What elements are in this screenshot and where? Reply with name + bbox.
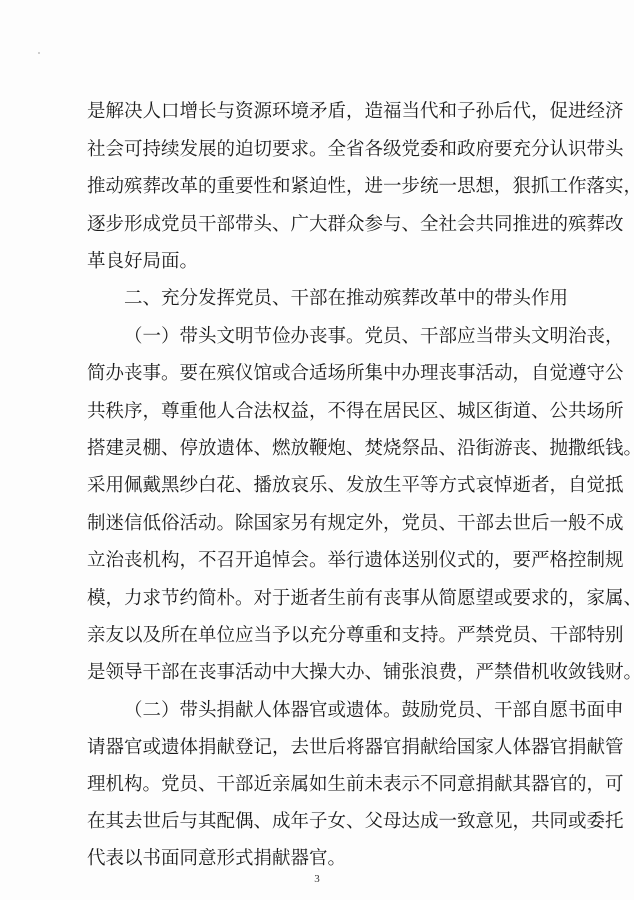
text-line: 请器官或遗体捐献登记，去世后将器官捐献给国家人体器官捐献管 [87,737,624,758]
text-line: 制迷信低俗活动。除国家另有规定外，党员、干部去世后一般不成 [87,513,624,534]
page-number: 3 [314,873,320,885]
text-line: 是解决人口增长与资源环境矛盾，造福当代和子孙后代，促进经济 [87,101,624,122]
text-line: 模，力求节约简朴。对于逝者生前有丧事从简愿望或要求的，家属、 [87,588,642,609]
text-line: 亲友以及所在单位应当予以充分尊重和支持。严禁党员、干部特别 [87,625,624,646]
text-line: 搭建灵棚、停放遗体、燃放鞭炮、焚烧祭品、沿街游丧、抛撒纸钱。 [87,438,642,459]
text-line: 立治丧机构，不召开追悼会。举行遗体送别仪式的，要严格控制规 [87,550,624,571]
paragraph-first-line: （二）带头捐献人体器官或遗体。鼓励党员、干部自愿书面申 [124,700,624,721]
text-line: 共秩序，尊重他人合法权益，不得在居民区、城区街道、公共场所 [87,401,624,422]
text-line: 理机构。党员、干部近亲属如生前未表示不同意捐献其器官的，可 [87,774,624,795]
text-line: 社会可持续发展的迫切要求。全省各级党委和政府要充分认识带头 [87,139,624,160]
section-heading: 二、充分发挥党员、干部在推动殡葬改革中的带头作用 [124,288,569,309]
scan-speck [38,52,40,54]
text-line: 代表以书面同意形式捐献器官。 [87,848,347,869]
paragraph-first-line: （一）带头文明节俭办丧事。党员、干部应当带头文明治丧， [124,326,624,347]
text-line: 是领导干部在丧事活动中大操大办、铺张浪费，严禁借机收敛钱财。 [87,662,642,683]
text-line: 逐步形成党员干部带头、广大群众参与、全社会共同推进的殡葬改 [87,214,624,235]
text-line: 在其去世后与其配偶、成年子女、父母达成一致意见，共同或委托 [87,811,624,832]
text-line: 采用佩戴黑纱白花、播放哀乐、发放生平等方式哀悼逝者，自觉抵 [87,475,624,496]
text-line: 简办丧事。要在殡仪馆或合适场所集中办理丧事活动，自觉遵守公 [87,363,624,384]
text-line: 推动殡葬改革的重要性和紧迫性，进一步统一思想，狠抓工作落实， [87,176,642,197]
text-line: 革良好局面。 [87,251,199,272]
